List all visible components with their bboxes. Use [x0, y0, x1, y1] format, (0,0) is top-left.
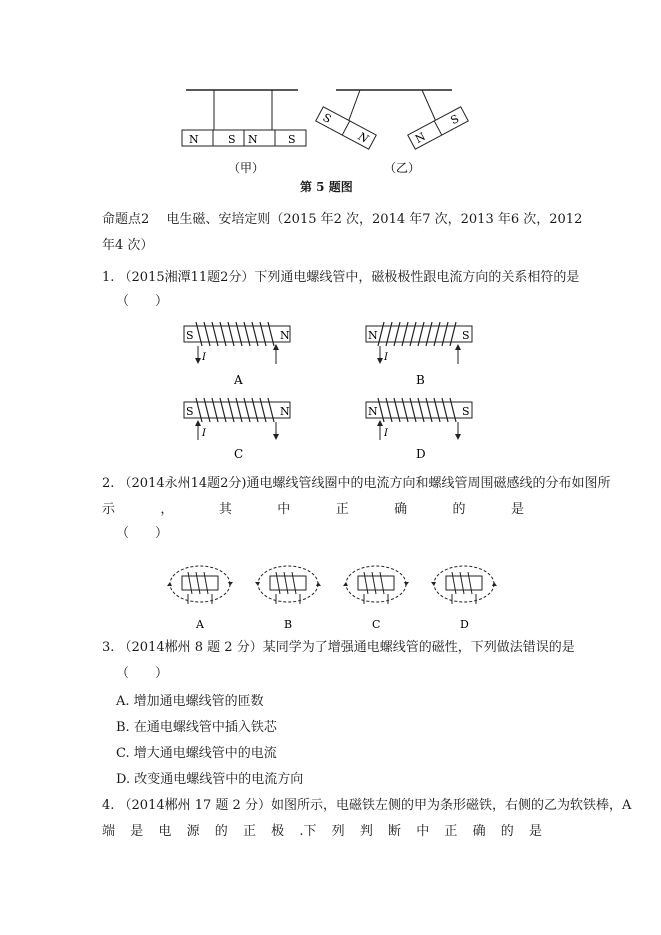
- q3-answer-blank: （ ）: [116, 666, 169, 681]
- q3-option-d: D. 改变通电螺线管中的电流方向: [116, 772, 304, 787]
- solenoid-option-d: [366, 398, 472, 461]
- q3-option-a: A. 增加通电螺线管的匝数: [116, 694, 264, 709]
- tilted-magnet-left: [316, 107, 376, 149]
- field-diagram-a: [167, 566, 233, 631]
- solenoid-option-b: [366, 322, 472, 387]
- svg-text:D: D: [460, 618, 469, 631]
- section-heading-line1: 命题点2 电生磁、安培定则（2015 年2 次，2014 年7 次，2013 年6 次，2012: [102, 212, 583, 227]
- svg-text:S: S: [462, 405, 470, 418]
- figure-tag-yi: （乙）: [384, 161, 421, 175]
- figure-5: [170, 82, 490, 192]
- q3-option-c: C. 增大通电螺线管中的电流: [116, 746, 277, 761]
- q4-stem: 4. （2014郴州 17 题 2 分）如图所示，电磁铁左侧的甲为条形磁铁，右侧的乙为软铁棒，A: [102, 798, 632, 813]
- svg-text:N: N: [413, 129, 428, 146]
- svg-text:N: N: [355, 129, 371, 146]
- figure-5-caption: 第 5 题图: [300, 180, 353, 194]
- field-diagram-c: [343, 566, 409, 631]
- svg-text:I: I: [202, 428, 206, 439]
- figure-5-drawing: [170, 82, 490, 192]
- svg-text:S: S: [462, 329, 470, 342]
- q2-stem: 2. （2014永州14题2分)通电螺线管线圈中的电流方向和螺线管周围磁感线的分布如图所: [102, 476, 611, 491]
- solenoid-option-c: [184, 398, 290, 461]
- svg-text:C: C: [372, 618, 381, 631]
- svg-text:I: I: [384, 352, 388, 363]
- svg-text:S: S: [186, 329, 194, 342]
- svg-text:S: S: [448, 112, 462, 128]
- svg-text:N: N: [280, 405, 290, 418]
- svg-text:I: I: [202, 352, 206, 363]
- option-label: A: [234, 373, 243, 387]
- pole-label: N: [248, 133, 258, 146]
- q1-answer-blank: （ ）: [116, 294, 169, 309]
- svg-text:S: S: [320, 110, 334, 126]
- figure-tag-jia: （甲）: [228, 161, 265, 175]
- q4-stem-line2: 端 是 电 源 的 正 极 .下 列 判 断 中 正 确 的 是: [102, 824, 542, 839]
- field-diagram-d: [431, 566, 497, 631]
- q3-option-b: B. 在通电螺线管中插入铁芯: [116, 720, 277, 735]
- svg-text:N: N: [368, 329, 378, 342]
- q2-stem-line2: 示 ， 其 中 正 确 的 是: [102, 502, 524, 517]
- svg-text:I: I: [384, 428, 388, 439]
- svg-text:A: A: [196, 618, 204, 631]
- solenoid-option-a: [184, 322, 290, 387]
- q1-figure: [170, 318, 490, 461]
- pole-label: N: [189, 133, 199, 146]
- section-heading-line2: 年4 次）: [102, 238, 154, 253]
- svg-text:S: S: [186, 405, 194, 418]
- pole-label: S: [288, 133, 296, 146]
- svg-text:B: B: [284, 618, 293, 631]
- q1-stem: 1. （2015湘潭11题2分）下列通电螺线管中，磁极极性跟电流方向的关系相符的是: [102, 270, 580, 285]
- option-label: D: [416, 447, 426, 461]
- q2-figure: [168, 552, 498, 632]
- q2-answer-blank: （ ）: [116, 526, 169, 541]
- pole-label: S: [228, 133, 236, 146]
- field-diagram-b: [255, 566, 321, 631]
- option-label: B: [416, 373, 425, 387]
- svg-text:N: N: [368, 405, 378, 418]
- svg-text:N: N: [280, 329, 290, 342]
- q3-stem: 3. （2014郴州 8 题 2 分）某同学为了增强通电螺线管的磁性，下列做法错误的是: [102, 640, 575, 655]
- option-label: C: [234, 447, 244, 461]
- tilted-magnet-right: [408, 107, 468, 149]
